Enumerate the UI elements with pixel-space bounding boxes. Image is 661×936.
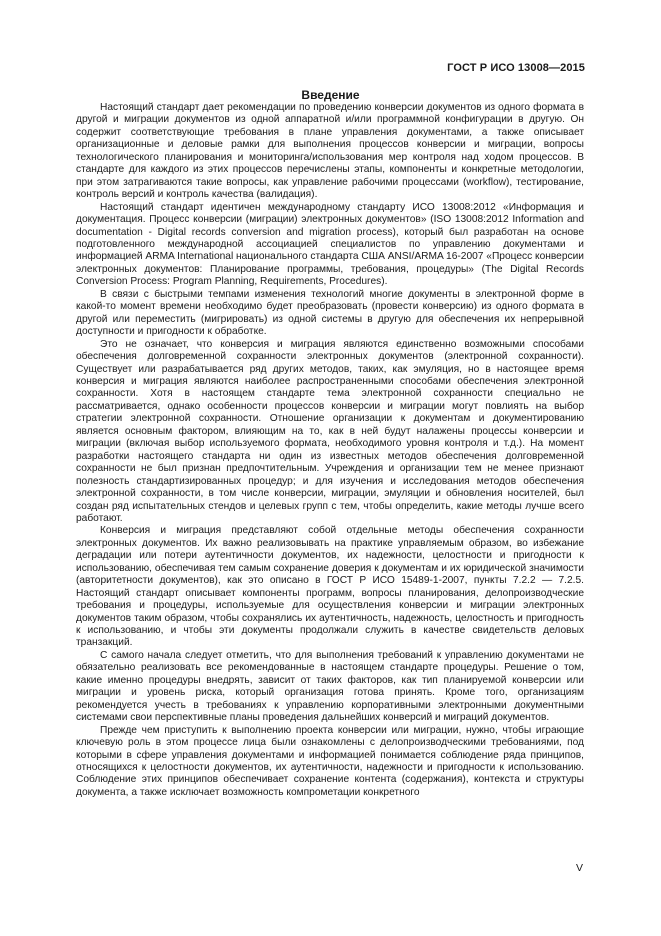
standard-designation: ГОСТ Р ИСО 13008—2015	[447, 62, 585, 74]
paragraph: Настоящий стандарт дает рекомендации по проведению конверсии документов из одного формата в другой и миграции документов из одной аппаратной и/или программной конфигурации в другую. Он содержит соответствующие требования в плане управления документами, а также описывает организационные и деловые рамки для выполнения процессов конверсии и миграции, вопросы технологического планирования и мониторинга/использования мер контроля над ходом процессов. В стандарте для каждого из этих процессов перечислены этапы, компоненты и конкретные методологии, при этом затрагиваются такие вопросы, как управление рабочими процессами (workflow), тестирование, контроль версий и контроль качества (валидация).	[76, 102, 584, 201]
paragraph: С самого начала следует отметить, что для выполнения требований к управлению документами не обязательно реализовать все рекомендованные в настоящем стандарте процедуры. Решение о том, какие именно процедуры внедрять, зависит от таких факторов, как тип планируемой конверсии или миграции и уровень риска, который организация готова принять. Кроме того, организациям рекомендуется учесть в требованиях к управлению корпоративными электронными документными системами свои перспективные планы проведения дальнейших конверсий и миграций документов.	[76, 649, 584, 724]
page-number: V	[575, 862, 583, 874]
paragraph: В связи с быстрыми темпами изменения технологий многие документы в электронной форме в какой-то момент времени необходимо будет преобразовать (провести конверсию) из одного формата в другой или переместить (мигрировать) из одной системы в другую для обеспечения их непрерывной доступности и пригодности к обработке.	[76, 288, 584, 338]
paragraph: Конверсия и миграция представляют собой отдельные методы обеспечения сохранности электронных документов. Их важно реализовывать на практике управляемым образом, во избежание деградации или потери аутентичности документов, их надежности, целостности и пригодности к использованию, обеспечивая тем самым сохранение доверия к документам и их юридической значимости (авторитетности документов), как это описано в ГОСТ Р ИСО 15489-1-2007, пункты 7.2.2 — 7.2.5. Настоящий стандарт описывает компоненты программ, вопросы планирования, делопроизводческие требования и процедуры, используемые для осуществления конверсии и миграции электронных документов таким образом, чтобы сохранялись их аутентичность, надежность, целостность и пригодность к использованию, и чтобы эти документы продолжали служить в качестве свидетельств деловых транзакций.	[76, 525, 584, 649]
paragraph: Прежде чем приступить к выполнению проекта конверсии или миграции, нужно, чтобы играющие ключевую роль в этом процессе лица были ознакомлены с делопроизводческими требованиями, под которыми в сфере управления документами и информацией понимается соблюдение ряда принципов, относящихся к целостности документов, их аутентичности, надежности и пригодности к использованию. Соблюдение этих принципов обеспечивает сохранение контента (содержания), контекста и структуры документа, а также исключает возможность компрометации конкретного	[76, 724, 584, 798]
section-title: Введение	[301, 88, 360, 102]
paragraph: Это не означает, что конверсия и миграция являются единственно возможными способами обеспечения долговременной сохранности электронных документов (электронной сохранности). Существует или разрабатывается ряд других методов, таких, как эмуляция, но в настоящее время конверсия и миграция являются наиболее распространенными способами обеспечения электронной сохранности. Хотя в настоящем стандарте тема электронной сохранности специально не рассматривается, однако особенности процессов конверсии и миграции могут повлиять на выбор стратегии электронной сохранности. Отношение организации к документам и документированию является основным фактором, влияющим на то, как в ней будут налажены процессы конверсии и миграции (включая выбор используемого формата, необходимого уровня контроля и т.д.). На момент разработки настоящего стандарта ни один из известных методов обеспечения долговременной сохранности не был признан предпочтительным. Учреждения и организации тем не менее признают полезность стандартизированных процедур; и для изучения и исследования методов обеспечения электронной сохранности, в том числе конверсии, миграции, эмуляции и обновления носителей, был создан ряд испытательных стендов и целевых групп с тем, чтобы определить, какие методы лучше всего работают.	[76, 338, 584, 524]
body-text	[76, 102, 584, 799]
paragraph: Настоящий стандарт идентичен международному стандарту ИСО 13008:2012 «Информация и документация. Процесс конверсии (миграции) электронных документов» (ISO 13008:2012 Information and documentation - Digital records conversion and migration process), который был разработан на основе подготовленного международной ассоциацией специалистов по управлению документами и информацией ARMA International национального стандарта США ANSI/ARMA 16-2007 «Процесс конверсии электронных документов: Планирование программы, требования, процедуры» (The Digital Records Conversion Process: Program Planning, Requirements, Procedures).	[76, 201, 584, 288]
